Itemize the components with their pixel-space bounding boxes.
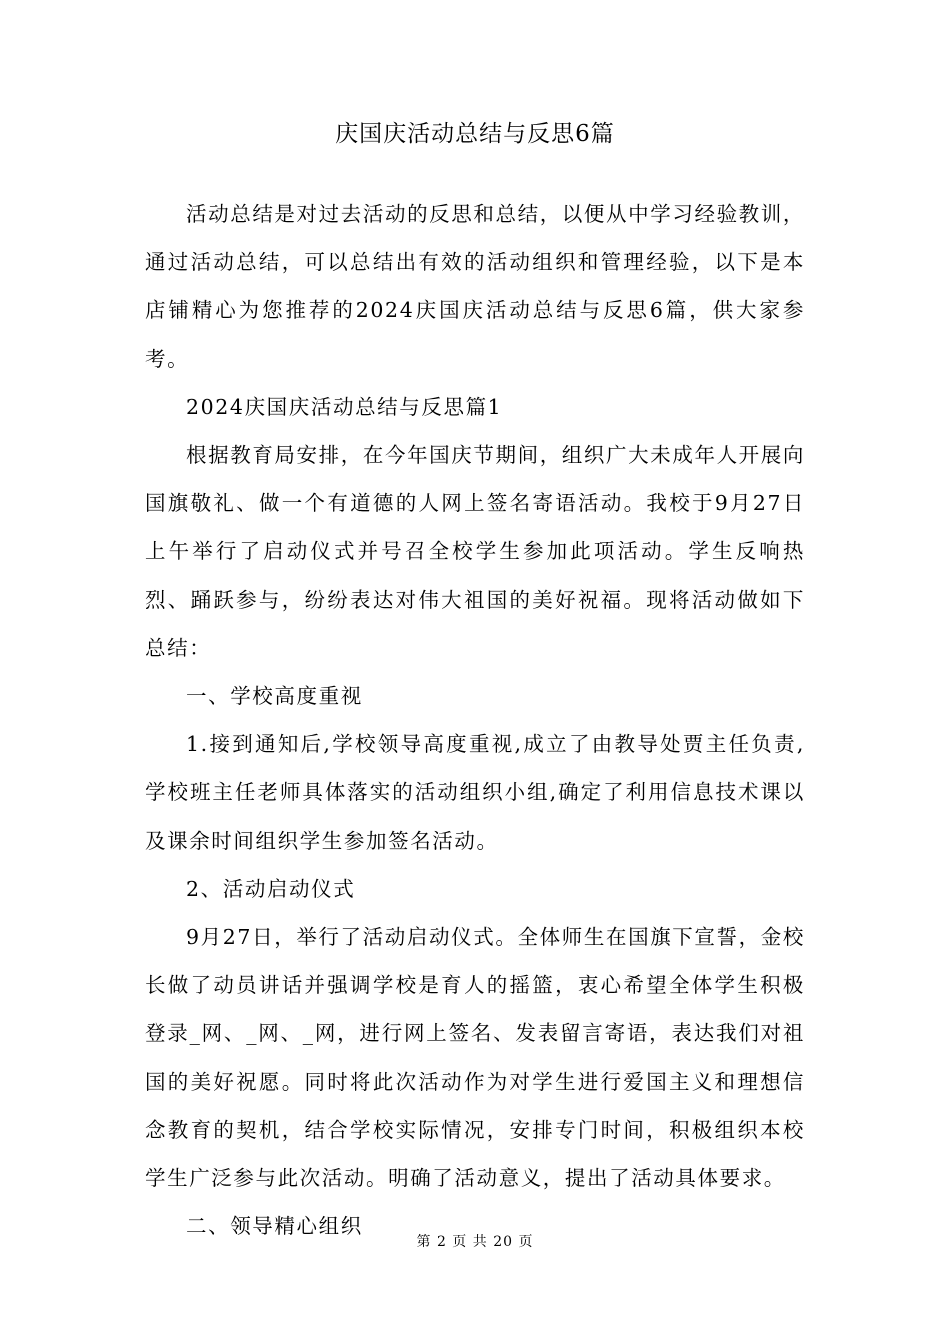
section-heading-school-importance: 一、学校高度重视 [186, 684, 363, 709]
body-paragraph: 根据教育局安排，在今年国庆节期间，组织广大未成年人开展向国旗敬礼、做一个有道德的人网上签名寄语活动。我校于9月27日上午举行了启动仪式并号召全校学生参加此项活动。学生反响热烈、踊跃参与，纷纷表达对伟大祖国的美好祝福。现将活动做如下总结： [145, 443, 805, 660]
section-heading-leadership: 二、领导精心组织 [186, 1214, 363, 1239]
section-heading-launch-ceremony: 2、活动启动仪式 [186, 876, 356, 901]
page-number-footer: 第 2 页 共 20 页 [416, 1234, 534, 1250]
body-paragraph: 1.接到通知后,学校领导高度重视,成立了由教导处贾主任负责,学校班主任老师具体落实的活动组织小组,确定了利用信息技术课以及课余时间组织学生参加签名活动。 [145, 732, 805, 853]
document-title: 庆国庆活动总结与反思6篇 [335, 121, 615, 147]
body-paragraph: 9月27日，举行了活动启动仪式。全体师生在国旗下宣誓，金校长做了动员讲话并强调学校是育人的摇篮，衷心希望全体学生积极登录_网、_网、_网，进行网上签名、发表留言寄语，表达我们对祖国的美好祝愿。同时将此次活动作为对学生进行爱国主义和理想信念教育的契机，结合学校实际情况，安排专门时间，积极组织本校学生广泛参与此次活动。明确了活动意义，提出了活动具体要求。 [145, 925, 805, 1191]
section-heading-part1: 2024庆国庆活动总结与反思篇1 [186, 394, 503, 419]
intro-paragraph: 活动总结是对过去活动的反思和总结，以便从中学习经验教训，通过活动总结，可以总结出有效的活动组织和管理经验，以下是本店铺精心为您推荐的2024庆国庆活动总结与反思6篇，供大家参考。 [145, 202, 805, 371]
document-body [145, 190, 805, 1250]
